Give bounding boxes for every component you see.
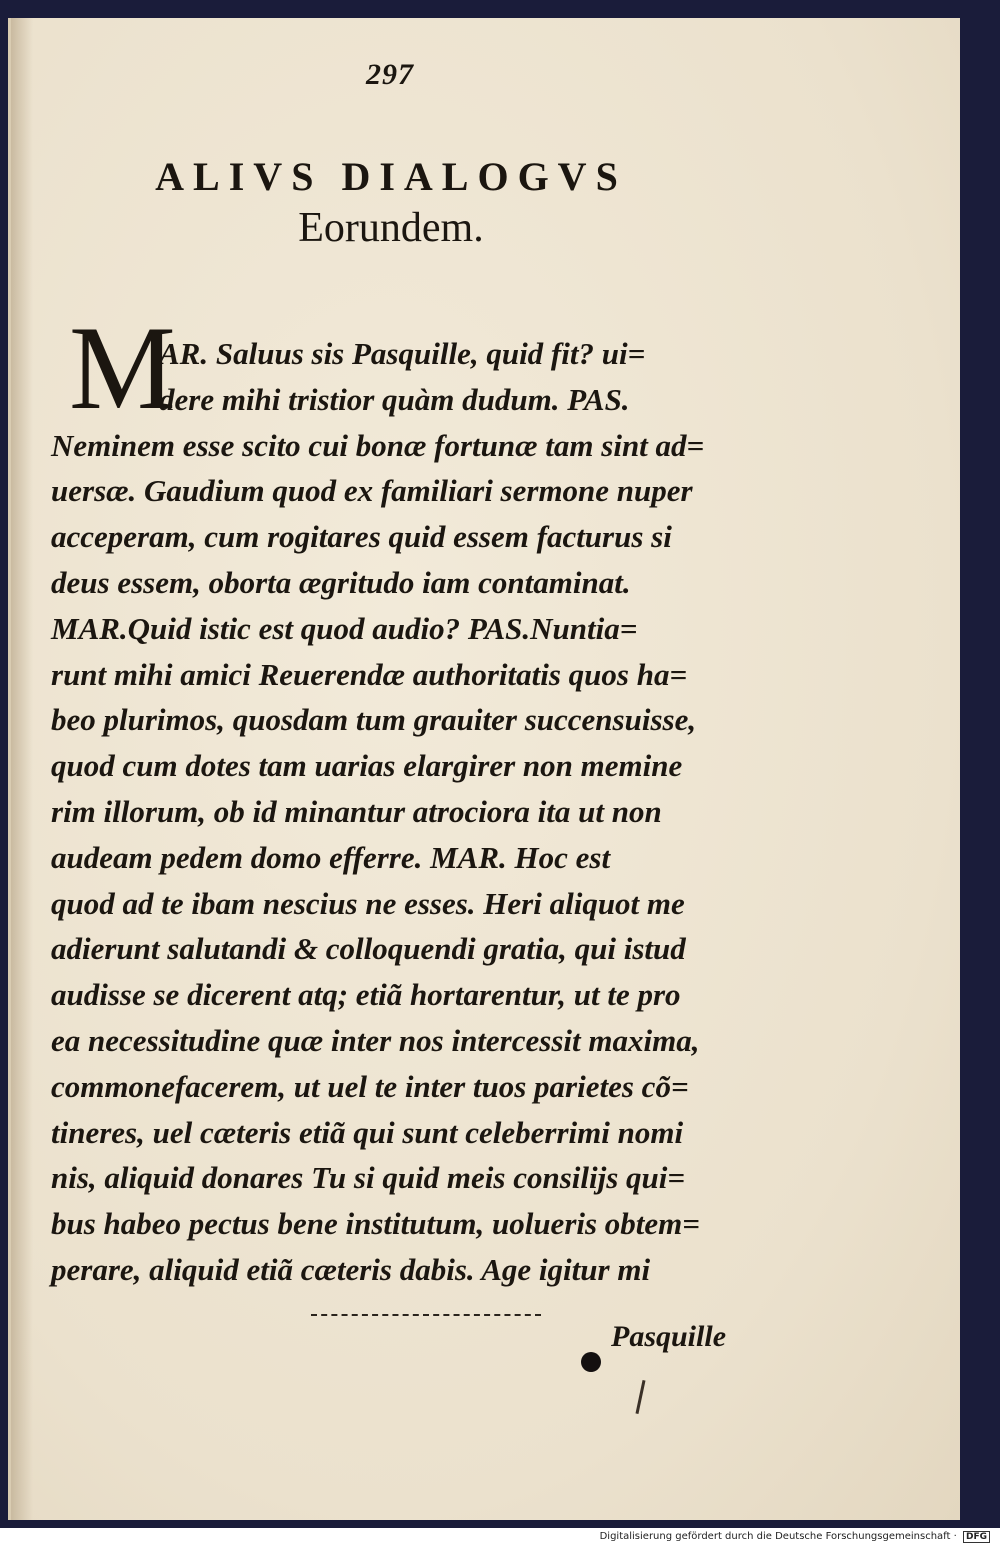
dialogue-title: ALIVS DIALOGVS	[155, 154, 627, 199]
dialogue-subtitle: Eorundem.	[298, 205, 484, 251]
text-line: quod ad te ibam nescius ne esses. Heri aliquot me	[51, 885, 685, 921]
text-line: audeam pedem domo efferre. MAR. Hoc est	[51, 839, 611, 875]
text-line: deus essem, oborta ægritudo iam contaminat.	[51, 565, 631, 600]
text-line: dere mihi tristior quàm dudum. PAS.	[159, 381, 630, 417]
drop-cap: M	[69, 301, 176, 434]
text-line: bus habeo pectus bene institutum, uolueris obtem=	[51, 1206, 700, 1242]
text-line: AR. Saluus sis Pasquille, quid fit? ui=	[159, 336, 646, 371]
text-line: Neminem esse scito cui bonæ fortunæ tam sint ad=	[51, 427, 705, 463]
text-line: beo plurimos, quosdam tum grauiter succensuisse,	[51, 702, 697, 738]
text-line: commonefacerem, ut uel te inter tuos parietes cõ=	[51, 1068, 689, 1104]
faded-rule	[311, 1314, 541, 1316]
book-page	[8, 18, 960, 1520]
catchword: Pasquille	[611, 1320, 727, 1353]
text-line: MAR.Quid istic est quod audio? PAS.Nuntia=	[51, 610, 638, 646]
text-line: audisse se dicerent atq; etiã hortarentur, ut te pro	[51, 977, 681, 1013]
text-line: tineres, uel cæteris etiã qui sunt celeberrimi nomi	[51, 1114, 684, 1150]
dfg-logo: DFG	[963, 1531, 990, 1543]
text-line: runt mihi amici Reuerendæ authoritatis quos ha=	[51, 656, 688, 692]
text-line: adierunt salutandi & colloquendi gratia, qui istud	[51, 931, 686, 967]
funding-text: Digitalisierung gefördert durch die Deutsche Forschungsgemeinschaft	[599, 1531, 951, 1542]
funding-footer: Digitalisierung gefördert durch die Deutsche Forschungsgemeinschaft · DFG	[600, 1531, 990, 1543]
text-line: nis, aliquid donares Tu si quid meis consilijs qui=	[51, 1160, 686, 1196]
page-number: 297	[366, 58, 414, 91]
text-line: rim illorum, ob id minantur atrociora ita ut non	[51, 794, 662, 829]
pencil-mark	[635, 1380, 645, 1414]
text-line: uersæ. Gaudium quod ex familiari sermone nuper	[51, 473, 693, 509]
text-line: ea necessitudine quæ inter nos intercessit maxima,	[51, 1023, 700, 1058]
text-line: acceperam, cum rogitares quid essem facturus si	[51, 519, 672, 555]
ink-blot	[581, 1352, 601, 1372]
text-line: perare, aliquid etiã cæteris dabis. Age igitur mi	[51, 1252, 651, 1287]
gutter-shadow	[11, 18, 33, 1520]
text-line: quod cum dotes tam uarias elargirer non memine	[51, 748, 683, 784]
